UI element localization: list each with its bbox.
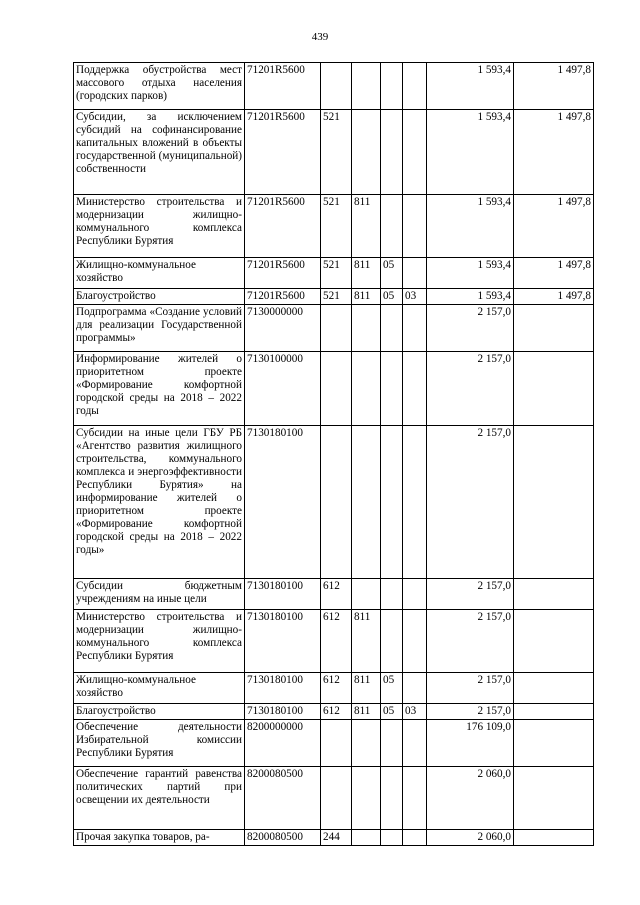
ministry-code: 811: [352, 673, 381, 704]
amount-year-2: [514, 352, 594, 426]
table-row: [74, 110, 594, 195]
expense-type-code: [321, 305, 352, 352]
section-code: [381, 305, 403, 352]
target-article-code: 71201R5600: [245, 258, 321, 289]
table-row: [74, 579, 594, 610]
amount-year-1: 2 157,0: [427, 305, 514, 352]
amount-year-1: 176 109,0: [427, 720, 514, 767]
subsection-code: [403, 830, 427, 846]
amount-year-2: 1 497,8: [514, 110, 594, 195]
target-article-code: 7130000000: [245, 305, 321, 352]
subsection-code: [403, 610, 427, 673]
ministry-code: 811: [352, 289, 381, 305]
ministry-code: [352, 110, 381, 195]
ministry-code: [352, 63, 381, 110]
subsection-code: [403, 63, 427, 110]
amount-year-2: [514, 673, 594, 704]
ministry-code: [352, 305, 381, 352]
table-row: [74, 305, 594, 352]
amount-year-2: 1 497,8: [514, 195, 594, 258]
row-name: Обеспечение деятельности Избирательной комиссии Республики Бурятия: [74, 720, 245, 767]
section-code: [381, 579, 403, 610]
section-code: 05: [381, 289, 403, 305]
amount-year-1: 2 157,0: [427, 352, 514, 426]
target-article-code: 7130180100: [245, 704, 321, 720]
section-code: [381, 610, 403, 673]
amount-year-2: [514, 767, 594, 830]
amount-year-1: 2 157,0: [427, 673, 514, 704]
amount-year-1: 1 593,4: [427, 63, 514, 110]
ministry-code: 811: [352, 704, 381, 720]
amount-year-1: 1 593,4: [427, 289, 514, 305]
subsection-code: [403, 426, 427, 579]
target-article-code: 7130180100: [245, 426, 321, 579]
amount-year-2: [514, 426, 594, 579]
amount-year-2: [514, 720, 594, 767]
table-row: [74, 830, 594, 846]
target-article-code: 71201R5600: [245, 289, 321, 305]
page-number: 439: [311, 31, 329, 43]
subsection-code: [403, 195, 427, 258]
amount-year-2: 1 497,8: [514, 63, 594, 110]
expense-type-code: 521: [321, 110, 352, 195]
row-name: Жилищно-коммунальное хозяйство: [74, 673, 245, 704]
target-article-code: 7130100000: [245, 352, 321, 426]
row-name: Благоустройство: [74, 289, 245, 305]
amount-year-1: 2 060,0: [427, 767, 514, 830]
subsection-code: [403, 579, 427, 610]
expense-type-code: 521: [321, 258, 352, 289]
row-name: Субсидии на иные цели ГБУ РБ «Агентство развития жилищного строительства, коммунального комплекса и энергоэффективности Республики Бурятия» на информирование жителей о приоритетном проекте «Формирование комфортной городской среды на 2018 – 2022 годы»: [74, 426, 245, 579]
subsection-code: [403, 352, 427, 426]
amount-year-2: [514, 579, 594, 610]
expense-type-code: 612: [321, 610, 352, 673]
amount-year-1: 2 157,0: [427, 579, 514, 610]
target-article-code: 7130180100: [245, 579, 321, 610]
subsection-code: 03: [403, 704, 427, 720]
row-name: Обеспечение гарантий равенства политических партий при освещении их деятельности: [74, 767, 245, 830]
amount-year-2: [514, 830, 594, 846]
section-code: [381, 195, 403, 258]
ministry-code: [352, 720, 381, 767]
ministry-code: 811: [352, 195, 381, 258]
subsection-code: [403, 305, 427, 352]
section-code: 05: [381, 258, 403, 289]
ministry-code: 811: [352, 258, 381, 289]
amount-year-1: 2 157,0: [427, 704, 514, 720]
expense-type-code: 612: [321, 704, 352, 720]
table-row: [74, 673, 594, 704]
expense-type-code: [321, 63, 352, 110]
section-code: [381, 720, 403, 767]
table-row: [74, 610, 594, 673]
amount-year-1: 2 157,0: [427, 610, 514, 673]
amount-year-1: 1 593,4: [427, 195, 514, 258]
target-article-code: 8200000000: [245, 720, 321, 767]
ministry-code: 811: [352, 610, 381, 673]
subsection-code: [403, 673, 427, 704]
expense-type-code: 612: [321, 579, 352, 610]
table-row: [74, 258, 594, 289]
row-name: Жилищно-коммунальное хозяйство: [74, 258, 245, 289]
section-code: [381, 110, 403, 195]
amount-year-2: 1 497,8: [514, 289, 594, 305]
row-name: Министерство строительства и модернизации жилищно-коммунального комплекса Республики Бурятия: [74, 610, 245, 673]
expense-type-code: [321, 352, 352, 426]
budget-table: [73, 62, 594, 846]
ministry-code: [352, 767, 381, 830]
row-name: Благоустройство: [74, 704, 245, 720]
amount-year-2: 1 497,8: [514, 258, 594, 289]
amount-year-1: 1 593,4: [427, 258, 514, 289]
amount-year-2: [514, 610, 594, 673]
target-article-code: 71201R5600: [245, 110, 321, 195]
ministry-code: [352, 426, 381, 579]
section-code: 05: [381, 673, 403, 704]
amount-year-2: [514, 704, 594, 720]
table-row: [74, 289, 594, 305]
expense-type-code: 521: [321, 289, 352, 305]
target-article-code: 7130180100: [245, 610, 321, 673]
expense-type-code: [321, 426, 352, 579]
amount-year-1: 2 157,0: [427, 426, 514, 579]
expense-type-code: [321, 720, 352, 767]
section-code: [381, 830, 403, 846]
amount-year-1: 1 593,4: [427, 110, 514, 195]
row-name: Министерство строительства и модернизации жилищно-коммунального комплекса Республики Бурятия: [74, 195, 245, 258]
target-article-code: 71201R5600: [245, 195, 321, 258]
expense-type-code: 244: [321, 830, 352, 846]
section-code: [381, 63, 403, 110]
subsection-code: [403, 767, 427, 830]
amount-year-2: [514, 305, 594, 352]
section-code: 05: [381, 704, 403, 720]
table-row: [74, 426, 594, 579]
subsection-code: [403, 258, 427, 289]
table-row: [74, 767, 594, 830]
section-code: [381, 426, 403, 579]
expense-type-code: 521: [321, 195, 352, 258]
target-article-code: 71201R5600: [245, 63, 321, 110]
subsection-code: [403, 110, 427, 195]
table-row: [74, 63, 594, 110]
expense-type-code: 612: [321, 673, 352, 704]
amount-year-1: 2 060,0: [427, 830, 514, 846]
row-name: Прочая закупка товаров, ра-: [74, 830, 245, 846]
row-name: Субсидии бюджетным учреждениям на иные цели: [74, 579, 245, 610]
section-code: [381, 352, 403, 426]
row-name: Поддержка обустройства мест массового отдыха населения (городских парков): [74, 63, 245, 110]
subsection-code: [403, 720, 427, 767]
table-row: [74, 352, 594, 426]
row-name: Подпрограмма «Создание условий для реализации Государственной программы»: [74, 305, 245, 352]
ministry-code: [352, 830, 381, 846]
target-article-code: 8200080500: [245, 767, 321, 830]
section-code: [381, 767, 403, 830]
ministry-code: [352, 352, 381, 426]
expense-type-code: [321, 767, 352, 830]
subsection-code: 03: [403, 289, 427, 305]
table-row: [74, 704, 594, 720]
ministry-code: [352, 579, 381, 610]
target-article-code: 7130180100: [245, 673, 321, 704]
table-row: [74, 720, 594, 767]
table-row: [74, 195, 594, 258]
target-article-code: 8200080500: [245, 830, 321, 846]
row-name: Субсидии, за исключением субсидий на софинансирование капитальных вложений в объекты государственной (муниципальной) собственности: [74, 110, 245, 195]
row-name: Информирование жителей о приоритетном проекте «Формирование комфортной городской среды на 2018 – 2022 годы: [74, 352, 245, 426]
